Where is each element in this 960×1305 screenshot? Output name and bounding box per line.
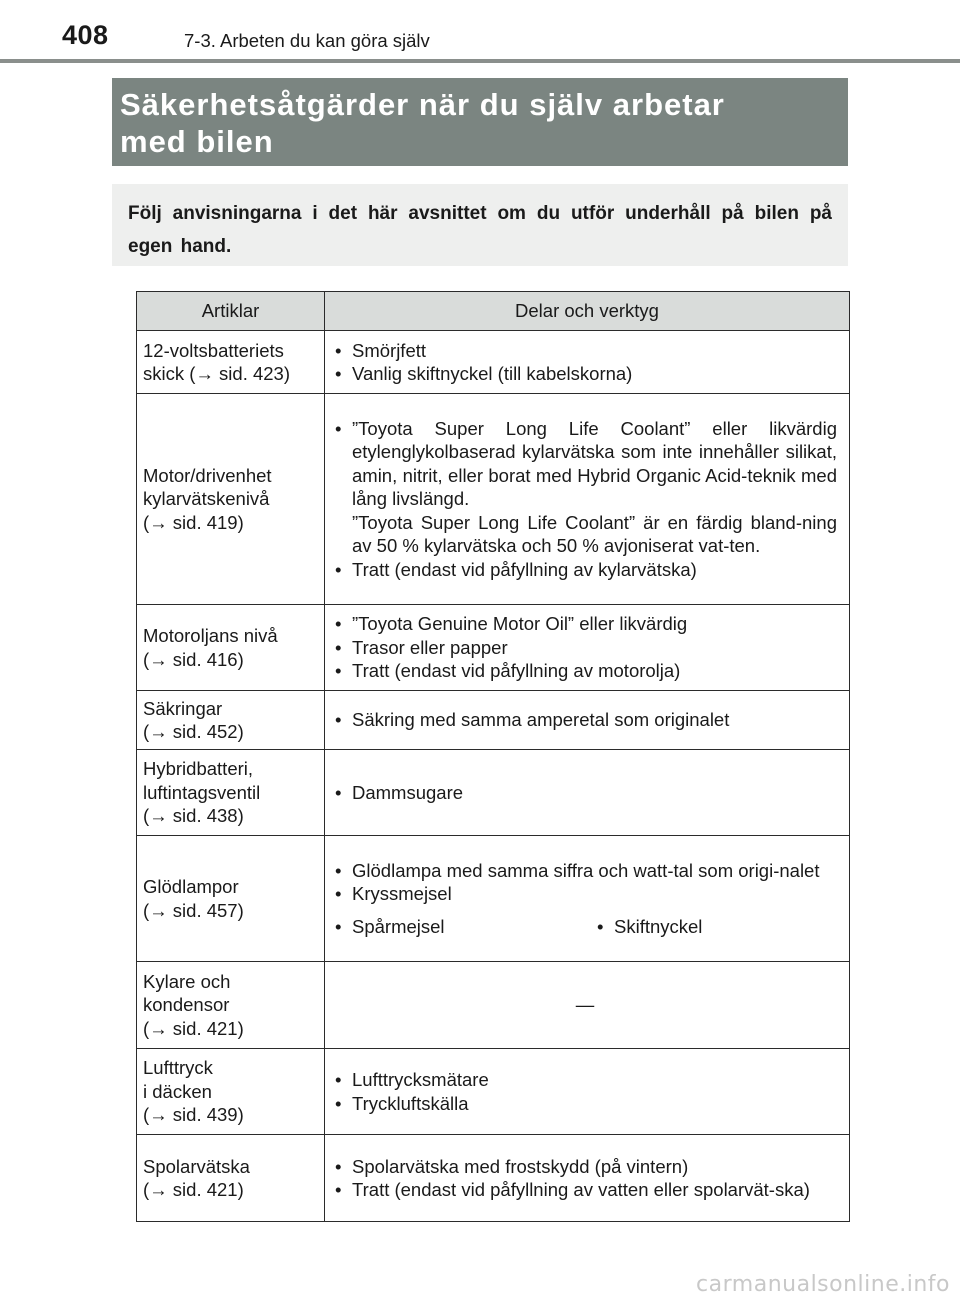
item-text: Lufttryck [143, 1057, 213, 1079]
item-text: luftintagsventil [143, 781, 261, 803]
list-item: • Tratt (endast vid påfyllning av kylarvätska) [333, 558, 837, 582]
tools-pair [333, 915, 837, 939]
item-text: (→ sid. 452) [143, 721, 244, 742]
list-item: • Spårmejsel [333, 915, 595, 939]
list-item: • Tratt (endast vid påfyllning av vatten eller spolarvät-ska) [333, 1178, 837, 1202]
column-header-tools: Delar och verktyg [325, 292, 850, 331]
table-row [137, 605, 850, 691]
tools-cell [325, 605, 850, 691]
list-item: • Spolarvätska med frostskydd (på vintern) [333, 1155, 837, 1179]
intro-box [112, 184, 848, 266]
table-row [137, 691, 850, 750]
table-row [137, 750, 850, 836]
list-item: • Vanlig skiftnyckel (till kabelskorna) [333, 362, 837, 386]
item-text: Säkringar [143, 697, 223, 719]
tools-cell [325, 331, 850, 394]
table-row [137, 1049, 850, 1135]
item-text: skick (→ sid. 423) [143, 363, 291, 384]
list-item [333, 417, 837, 558]
tools-cell [325, 1135, 850, 1222]
list-item: • Tryckluftskälla [333, 1092, 837, 1116]
tools-cell [325, 394, 850, 605]
item-cell [137, 1135, 325, 1222]
tools-cell [325, 836, 850, 962]
item-text: (→ sid. 421) [143, 1179, 244, 1200]
item-cell [137, 836, 325, 962]
section-title [112, 78, 848, 166]
table-header-row [137, 292, 850, 331]
tools-cell [325, 691, 850, 750]
list-item-note: ”Toyota Super Long Life Coolant” är en färdig bland-ning av 50 % kylarvätska och 50 % avjoniserat vat-ten. [352, 511, 837, 557]
table-row [137, 331, 850, 394]
item-cell [137, 691, 325, 750]
section-title-line-1: Säkerhetsåtgärder när du själv arbetar [120, 87, 725, 122]
item-text: (→ sid. 457) [143, 899, 244, 921]
intro-text: Följ anvisningarna i det här avsnittet om du utför underhåll på bilen på egen hand. [128, 203, 832, 257]
header-rule [0, 59, 960, 63]
item-text: kondensor [143, 994, 230, 1016]
watermark: carmanualsonline.info [696, 1272, 950, 1297]
list-item: • Trasor eller papper [333, 636, 837, 660]
tools-cell [325, 1049, 850, 1135]
list-item: • Säkring med samma amperetal som originalet [333, 708, 837, 732]
item-cell [137, 605, 325, 691]
list-item: • Lufttrycksmätare [333, 1068, 837, 1092]
list-item: • Tratt (endast vid påfyllning av motorolja) [333, 659, 837, 683]
item-text: Spolarvätska [143, 1155, 250, 1177]
tools-cell [325, 962, 850, 1049]
item-text: (→ sid. 438) [143, 805, 244, 827]
item-text: Hybridbatteri, [143, 758, 254, 780]
list-item-text: • ”Toyota Super Long Life Coolant” eller likvärdig etylenglykolbaserad kylarvätska som inte innehåller silikat, amin, nitrit, eller borat med Hybrid Organic Acid-teknik med lång livslängd. [352, 417, 837, 510]
item-text: Glödlampor [143, 876, 239, 897]
item-cell [137, 331, 325, 394]
parts-table [136, 291, 850, 1222]
item-text: Kylare och [143, 970, 231, 992]
item-cell [137, 962, 325, 1049]
item-text: kylarvätskenivå [143, 488, 270, 510]
item-text: (→ sid. 419) [143, 511, 244, 533]
item-text: (→ sid. 439) [143, 1104, 244, 1126]
item-text: 12-voltsbatteriets [143, 339, 284, 361]
list-item: • Kryssmejsel [333, 882, 837, 906]
table-row [137, 962, 850, 1049]
list-item: • ”Toyota Genuine Motor Oil” eller likvärdig [333, 612, 837, 636]
chapter-title: 7-3. Arbeten du kan göra själv [184, 30, 430, 51]
section-title-line-2: med bilen [120, 124, 274, 159]
table-row [137, 836, 850, 962]
item-text: Motor/drivenhet [143, 464, 272, 486]
list-item: • Smörjfett [333, 339, 837, 363]
no-tools-dash: — [575, 994, 595, 1016]
table-row [137, 394, 850, 605]
page-number: 408 [62, 20, 109, 50]
item-text: (→ sid. 416) [143, 648, 244, 670]
item-text: (→ sid. 421) [143, 1017, 244, 1039]
list-item: • Dammsugare [333, 781, 837, 805]
item-cell [137, 394, 325, 605]
item-text: Motoroljans nivå [143, 625, 278, 646]
list-item: • Skiftnyckel [595, 915, 702, 939]
tools-cell [325, 750, 850, 836]
page-header [62, 18, 960, 58]
table-row [137, 1135, 850, 1222]
item-text: i däcken [143, 1080, 212, 1102]
item-cell [137, 750, 325, 836]
item-cell [137, 1049, 325, 1135]
column-header-items: Artiklar [137, 292, 325, 331]
list-item: • Glödlampa med samma siffra och watt-tal som origi-nalet [333, 859, 837, 883]
